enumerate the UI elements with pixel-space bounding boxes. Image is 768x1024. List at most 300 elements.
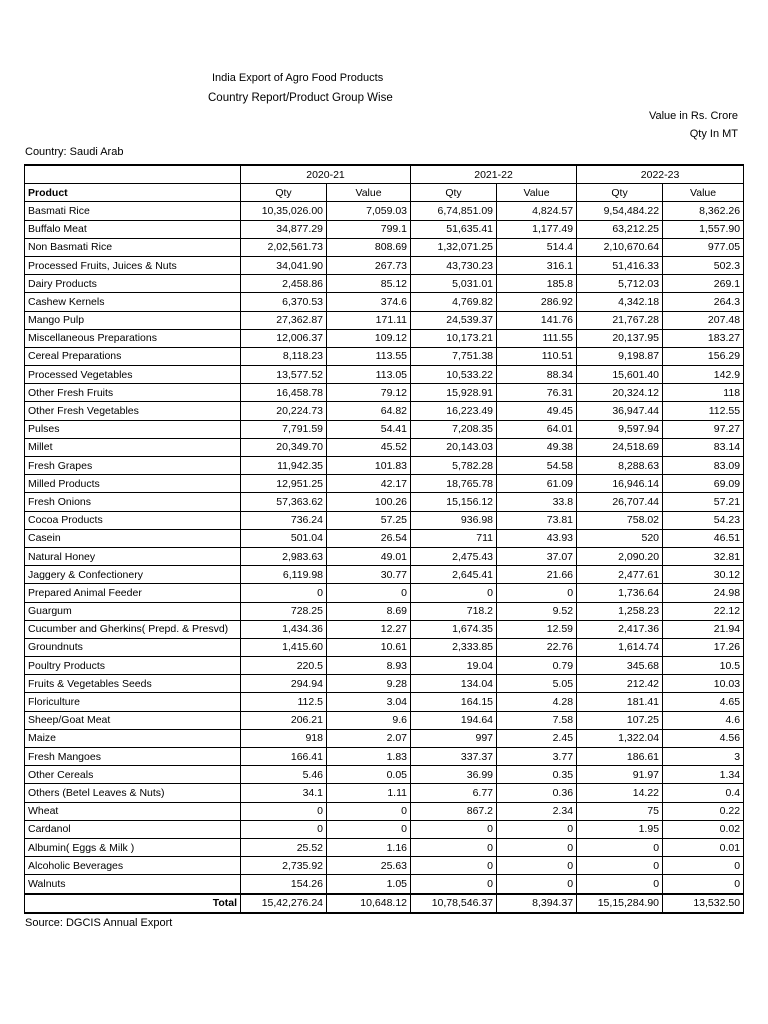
qty-cell: 6,119.98 bbox=[241, 566, 327, 584]
qty-header: Qty bbox=[411, 184, 497, 202]
value-cell: 101.83 bbox=[327, 457, 411, 475]
value-cell: 3 bbox=[663, 748, 744, 766]
qty-cell: 16,946.14 bbox=[577, 475, 663, 493]
value-cell: 0 bbox=[327, 802, 411, 820]
value-cell: 54.58 bbox=[497, 457, 577, 475]
product-name-cell: Other Cereals bbox=[25, 766, 241, 784]
qty-cell: 16,458.78 bbox=[241, 384, 327, 402]
table-row bbox=[25, 293, 744, 311]
qty-cell: 2,475.43 bbox=[411, 547, 497, 565]
qty-cell: 134.04 bbox=[411, 675, 497, 693]
value-header: Value bbox=[663, 184, 744, 202]
year-header: 2021-22 bbox=[411, 165, 577, 184]
qty-cell: 36.99 bbox=[411, 766, 497, 784]
product-name-cell: Processed Vegetables bbox=[25, 366, 241, 384]
qty-cell: 112.5 bbox=[241, 693, 327, 711]
value-cell: 12.27 bbox=[327, 620, 411, 638]
qty-cell: 711 bbox=[411, 529, 497, 547]
value-cell: 57.21 bbox=[663, 493, 744, 511]
qty-cell: 166.41 bbox=[241, 748, 327, 766]
product-name-cell: Walnuts bbox=[25, 875, 241, 894]
qty-header: Qty bbox=[577, 184, 663, 202]
value-cell: 21.66 bbox=[497, 566, 577, 584]
value-cell: 0 bbox=[663, 857, 744, 875]
value-cell: 73.81 bbox=[497, 511, 577, 529]
product-name-cell: Fresh Grapes bbox=[25, 457, 241, 475]
qty-cell: 20,143.03 bbox=[411, 438, 497, 456]
value-cell: 0 bbox=[497, 820, 577, 838]
value-cell: 17.26 bbox=[663, 638, 744, 656]
qty-cell: 936.98 bbox=[411, 511, 497, 529]
product-header: Product bbox=[25, 184, 241, 202]
value-cell: 286.92 bbox=[497, 293, 577, 311]
value-cell: 76.31 bbox=[497, 384, 577, 402]
qty-cell: 51,416.33 bbox=[577, 256, 663, 274]
qty-cell: 501.04 bbox=[241, 529, 327, 547]
qty-cell: 294.94 bbox=[241, 675, 327, 693]
value-cell: 156.29 bbox=[663, 347, 744, 365]
product-name-cell: Alcoholic Beverages bbox=[25, 857, 241, 875]
value-cell: 3.77 bbox=[497, 748, 577, 766]
qty-cell: 34.1 bbox=[241, 784, 327, 802]
qty-cell: 36,947.44 bbox=[577, 402, 663, 420]
value-cell: 4.28 bbox=[497, 693, 577, 711]
qty-cell: 10,533.22 bbox=[411, 366, 497, 384]
qty-cell: 186.61 bbox=[577, 748, 663, 766]
qty-header: Qty bbox=[241, 184, 327, 202]
table-row bbox=[25, 202, 744, 220]
value-cell: 118 bbox=[663, 384, 744, 402]
qty-cell: 345.68 bbox=[577, 657, 663, 675]
unit-qty-note: Qty In MT bbox=[689, 128, 738, 140]
qty-cell: 867.2 bbox=[411, 802, 497, 820]
qty-cell: 34,877.29 bbox=[241, 220, 327, 238]
qty-cell: 918 bbox=[241, 729, 327, 747]
product-name-cell: Dairy Products bbox=[25, 275, 241, 293]
qty-cell: 2,645.41 bbox=[411, 566, 497, 584]
value-cell: 69.09 bbox=[663, 475, 744, 493]
value-cell: 54.41 bbox=[327, 420, 411, 438]
table-row bbox=[25, 875, 744, 894]
table-row bbox=[25, 420, 744, 438]
value-cell: 110.51 bbox=[497, 347, 577, 365]
value-cell: 10.61 bbox=[327, 638, 411, 656]
report-subtitle: Country Report/Product Group Wise bbox=[208, 92, 393, 104]
table-row bbox=[25, 820, 744, 838]
qty-cell: 2,477.61 bbox=[577, 566, 663, 584]
qty-cell: 1,736.64 bbox=[577, 584, 663, 602]
qty-cell: 181.41 bbox=[577, 693, 663, 711]
value-cell: 183.27 bbox=[663, 329, 744, 347]
value-cell: 1.83 bbox=[327, 748, 411, 766]
qty-cell: 736.24 bbox=[241, 511, 327, 529]
qty-cell: 5,031.01 bbox=[411, 275, 497, 293]
qty-cell: 758.02 bbox=[577, 511, 663, 529]
value-cell: 1,557.90 bbox=[663, 220, 744, 238]
qty-cell: 0 bbox=[411, 584, 497, 602]
qty-cell: 27,362.87 bbox=[241, 311, 327, 329]
qty-cell: 21,767.28 bbox=[577, 311, 663, 329]
product-name-cell: Sheep/Goat Meat bbox=[25, 711, 241, 729]
qty-cell: 34,041.90 bbox=[241, 256, 327, 274]
product-name-cell: Basmati Rice bbox=[25, 202, 241, 220]
value-cell: 64.82 bbox=[327, 402, 411, 420]
qty-cell: 0 bbox=[411, 820, 497, 838]
value-cell: 113.55 bbox=[327, 347, 411, 365]
value-cell: 49.38 bbox=[497, 438, 577, 456]
product-name-cell: Cocoa Products bbox=[25, 511, 241, 529]
product-name-cell: Fruits & Vegetables Seeds bbox=[25, 675, 241, 693]
qty-cell: 2,090.20 bbox=[577, 547, 663, 565]
value-cell: 0.4 bbox=[663, 784, 744, 802]
value-cell: 0.79 bbox=[497, 657, 577, 675]
qty-cell: 0 bbox=[411, 857, 497, 875]
value-cell: 0.35 bbox=[497, 766, 577, 784]
product-name-cell: Buffalo Meat bbox=[25, 220, 241, 238]
qty-cell: 8,118.23 bbox=[241, 347, 327, 365]
value-cell: 0 bbox=[497, 875, 577, 894]
value-cell: 0 bbox=[327, 820, 411, 838]
product-name-cell: Groundnuts bbox=[25, 638, 241, 656]
year-header: 2020-21 bbox=[241, 165, 411, 184]
value-cell: 3.04 bbox=[327, 693, 411, 711]
product-name-cell: Cashew Kernels bbox=[25, 293, 241, 311]
qty-cell: 25.52 bbox=[241, 838, 327, 856]
qty-cell: 20,137.95 bbox=[577, 329, 663, 347]
qty-cell: 0 bbox=[241, 584, 327, 602]
column-header-row bbox=[25, 184, 744, 202]
year-header: 2022-23 bbox=[577, 165, 744, 184]
value-cell: 8.69 bbox=[327, 602, 411, 620]
table-row bbox=[25, 729, 744, 747]
table-row bbox=[25, 347, 744, 365]
value-cell: 1.05 bbox=[327, 875, 411, 894]
qty-cell: 14.22 bbox=[577, 784, 663, 802]
qty-cell: 10,35,026.00 bbox=[241, 202, 327, 220]
qty-cell: 2,10,670.64 bbox=[577, 238, 663, 256]
qty-cell: 2,02,561.73 bbox=[241, 238, 327, 256]
value-cell: 0 bbox=[327, 584, 411, 602]
value-cell: 4.6 bbox=[663, 711, 744, 729]
qty-cell: 57,363.62 bbox=[241, 493, 327, 511]
table-row bbox=[25, 784, 744, 802]
qty-cell: 4,769.82 bbox=[411, 293, 497, 311]
qty-cell: 7,751.38 bbox=[411, 347, 497, 365]
product-name-cell: Pulses bbox=[25, 420, 241, 438]
product-name-cell: Fresh Mangoes bbox=[25, 748, 241, 766]
qty-cell: 5,712.03 bbox=[577, 275, 663, 293]
table-row bbox=[25, 529, 744, 547]
qty-cell: 6,74,851.09 bbox=[411, 202, 497, 220]
value-cell: 8,362.26 bbox=[663, 202, 744, 220]
table-row bbox=[25, 384, 744, 402]
value-cell: 0 bbox=[497, 584, 577, 602]
value-cell: 4.65 bbox=[663, 693, 744, 711]
total-cell: 10,648.12 bbox=[327, 894, 411, 913]
value-cell: 0.22 bbox=[663, 802, 744, 820]
product-name-cell: Jaggery & Confectionery bbox=[25, 566, 241, 584]
value-cell: 43.93 bbox=[497, 529, 577, 547]
qty-cell: 997 bbox=[411, 729, 497, 747]
total-cell: 15,15,284.90 bbox=[577, 894, 663, 913]
qty-cell: 43,730.23 bbox=[411, 256, 497, 274]
qty-cell: 20,224.73 bbox=[241, 402, 327, 420]
table-row bbox=[25, 584, 744, 602]
qty-cell: 1,415.60 bbox=[241, 638, 327, 656]
qty-cell: 337.37 bbox=[411, 748, 497, 766]
total-label: Total bbox=[25, 894, 241, 913]
value-cell: 79.12 bbox=[327, 384, 411, 402]
qty-cell: 1,32,071.25 bbox=[411, 238, 497, 256]
value-cell: 2.34 bbox=[497, 802, 577, 820]
value-cell: 46.51 bbox=[663, 529, 744, 547]
table-row bbox=[25, 311, 744, 329]
qty-cell: 75 bbox=[577, 802, 663, 820]
table-row bbox=[25, 402, 744, 420]
value-cell: 141.76 bbox=[497, 311, 577, 329]
table-row bbox=[25, 457, 744, 475]
product-name-cell: Prepared Animal Feeder bbox=[25, 584, 241, 602]
value-cell: 100.26 bbox=[327, 493, 411, 511]
product-name-cell: Fresh Onions bbox=[25, 493, 241, 511]
value-cell: 88.34 bbox=[497, 366, 577, 384]
table-row bbox=[25, 220, 744, 238]
value-cell: 30.12 bbox=[663, 566, 744, 584]
table-row bbox=[25, 366, 744, 384]
value-cell: 264.3 bbox=[663, 293, 744, 311]
value-cell: 9.28 bbox=[327, 675, 411, 693]
product-name-cell: Miscellaneous Preparations bbox=[25, 329, 241, 347]
value-cell: 808.69 bbox=[327, 238, 411, 256]
value-cell: 8.93 bbox=[327, 657, 411, 675]
product-name-cell: Wheat bbox=[25, 802, 241, 820]
qty-cell: 8,288.63 bbox=[577, 457, 663, 475]
value-cell: 45.52 bbox=[327, 438, 411, 456]
table-row bbox=[25, 438, 744, 456]
product-name-cell: Milled Products bbox=[25, 475, 241, 493]
product-name-cell: Albumin( Eggs & Milk ) bbox=[25, 838, 241, 856]
value-cell: 0 bbox=[663, 875, 744, 894]
value-cell: 57.25 bbox=[327, 511, 411, 529]
qty-cell: 0 bbox=[411, 875, 497, 894]
value-cell: 109.12 bbox=[327, 329, 411, 347]
product-name-cell: Cucumber and Gherkins( Prepd. & Presvd) bbox=[25, 620, 241, 638]
value-cell: 0.05 bbox=[327, 766, 411, 784]
product-name-cell: Poultry Products bbox=[25, 657, 241, 675]
value-cell: 185.8 bbox=[497, 275, 577, 293]
value-cell: 42.17 bbox=[327, 475, 411, 493]
total-row bbox=[25, 894, 744, 913]
product-name-cell: Mango Pulp bbox=[25, 311, 241, 329]
value-cell: 0.02 bbox=[663, 820, 744, 838]
value-cell: 12.59 bbox=[497, 620, 577, 638]
qty-cell: 1.95 bbox=[577, 820, 663, 838]
qty-cell: 51,635.41 bbox=[411, 220, 497, 238]
value-cell: 4,824.57 bbox=[497, 202, 577, 220]
qty-cell: 7,791.59 bbox=[241, 420, 327, 438]
table-row bbox=[25, 256, 744, 274]
qty-cell: 212.42 bbox=[577, 675, 663, 693]
value-header: Value bbox=[327, 184, 411, 202]
value-cell: 269.1 bbox=[663, 275, 744, 293]
value-cell: 83.09 bbox=[663, 457, 744, 475]
table-row bbox=[25, 475, 744, 493]
qty-cell: 16,223.49 bbox=[411, 402, 497, 420]
source-note: Source: DGCIS Annual Export bbox=[25, 917, 173, 929]
qty-cell: 12,951.25 bbox=[241, 475, 327, 493]
qty-cell: 18,765.78 bbox=[411, 475, 497, 493]
qty-cell: 1,614.74 bbox=[577, 638, 663, 656]
value-cell: 2.45 bbox=[497, 729, 577, 747]
value-cell: 1.34 bbox=[663, 766, 744, 784]
qty-cell: 5.46 bbox=[241, 766, 327, 784]
qty-cell: 220.5 bbox=[241, 657, 327, 675]
qty-cell: 0 bbox=[241, 802, 327, 820]
qty-cell: 0 bbox=[577, 838, 663, 856]
value-cell: 2.07 bbox=[327, 729, 411, 747]
qty-cell: 9,198.87 bbox=[577, 347, 663, 365]
qty-cell: 13,577.52 bbox=[241, 366, 327, 384]
blank-header-cell bbox=[25, 165, 241, 184]
qty-cell: 6.77 bbox=[411, 784, 497, 802]
table-row bbox=[25, 566, 744, 584]
table-row bbox=[25, 748, 744, 766]
product-name-cell: Floriculture bbox=[25, 693, 241, 711]
value-cell: 0 bbox=[497, 838, 577, 856]
qty-cell: 1,258.23 bbox=[577, 602, 663, 620]
table-row bbox=[25, 838, 744, 856]
value-cell: 21.94 bbox=[663, 620, 744, 638]
qty-cell: 4,342.18 bbox=[577, 293, 663, 311]
value-cell: 49.45 bbox=[497, 402, 577, 420]
value-cell: 61.09 bbox=[497, 475, 577, 493]
qty-cell: 6,370.53 bbox=[241, 293, 327, 311]
value-cell: 514.4 bbox=[497, 238, 577, 256]
value-cell: 10.5 bbox=[663, 657, 744, 675]
product-name-cell: Maize bbox=[25, 729, 241, 747]
qty-cell: 91.97 bbox=[577, 766, 663, 784]
qty-cell: 7,208.35 bbox=[411, 420, 497, 438]
value-cell: 54.23 bbox=[663, 511, 744, 529]
value-cell: 32.81 bbox=[663, 547, 744, 565]
qty-cell: 0 bbox=[241, 820, 327, 838]
qty-cell: 0 bbox=[411, 838, 497, 856]
value-cell: 37.07 bbox=[497, 547, 577, 565]
value-cell: 113.05 bbox=[327, 366, 411, 384]
table-row bbox=[25, 547, 744, 565]
qty-cell: 194.64 bbox=[411, 711, 497, 729]
total-cell: 10,78,546.37 bbox=[411, 894, 497, 913]
value-cell: 26.54 bbox=[327, 529, 411, 547]
country-label: Country: Saudi Arab bbox=[25, 146, 124, 158]
qty-cell: 20,324.12 bbox=[577, 384, 663, 402]
value-cell: 7.58 bbox=[497, 711, 577, 729]
qty-cell: 107.25 bbox=[577, 711, 663, 729]
product-name-cell: Other Fresh Fruits bbox=[25, 384, 241, 402]
product-name-cell: Other Fresh Vegetables bbox=[25, 402, 241, 420]
table-row bbox=[25, 638, 744, 656]
table-row bbox=[25, 693, 744, 711]
qty-cell: 11,942.35 bbox=[241, 457, 327, 475]
table-row bbox=[25, 238, 744, 256]
qty-cell: 1,674.35 bbox=[411, 620, 497, 638]
value-cell: 22.76 bbox=[497, 638, 577, 656]
qty-cell: 24,518.69 bbox=[577, 438, 663, 456]
qty-cell: 9,597.94 bbox=[577, 420, 663, 438]
value-cell: 0 bbox=[497, 857, 577, 875]
unit-value-note: Value in Rs. Crore bbox=[648, 110, 738, 122]
value-cell: 0.01 bbox=[663, 838, 744, 856]
qty-cell: 520 bbox=[577, 529, 663, 547]
value-cell: 97.27 bbox=[663, 420, 744, 438]
value-cell: 7,059.03 bbox=[327, 202, 411, 220]
year-header-row bbox=[25, 165, 744, 184]
table-row bbox=[25, 675, 744, 693]
total-cell: 15,42,276.24 bbox=[241, 894, 327, 913]
qty-cell: 2,458.86 bbox=[241, 275, 327, 293]
value-cell: 171.11 bbox=[327, 311, 411, 329]
qty-cell: 15,601.40 bbox=[577, 366, 663, 384]
total-cell: 8,394.37 bbox=[497, 894, 577, 913]
value-cell: 85.12 bbox=[327, 275, 411, 293]
value-cell: 64.01 bbox=[497, 420, 577, 438]
qty-cell: 15,928.91 bbox=[411, 384, 497, 402]
qty-cell: 1,322.04 bbox=[577, 729, 663, 747]
table-row bbox=[25, 802, 744, 820]
qty-cell: 2,333.85 bbox=[411, 638, 497, 656]
value-cell: 0.36 bbox=[497, 784, 577, 802]
value-cell: 33.8 bbox=[497, 493, 577, 511]
value-cell: 1.11 bbox=[327, 784, 411, 802]
qty-cell: 20,349.70 bbox=[241, 438, 327, 456]
product-name-cell: Cereal Preparations bbox=[25, 347, 241, 365]
value-cell: 316.1 bbox=[497, 256, 577, 274]
value-cell: 111.55 bbox=[497, 329, 577, 347]
qty-cell: 2,417.36 bbox=[577, 620, 663, 638]
export-table bbox=[24, 164, 744, 914]
qty-cell: 12,006.37 bbox=[241, 329, 327, 347]
table-row bbox=[25, 766, 744, 784]
qty-cell: 728.25 bbox=[241, 602, 327, 620]
qty-cell: 0 bbox=[577, 875, 663, 894]
value-cell: 24.98 bbox=[663, 584, 744, 602]
qty-cell: 2,983.63 bbox=[241, 547, 327, 565]
qty-cell: 164.15 bbox=[411, 693, 497, 711]
value-cell: 22.12 bbox=[663, 602, 744, 620]
value-cell: 1.16 bbox=[327, 838, 411, 856]
value-cell: 207.48 bbox=[663, 311, 744, 329]
qty-cell: 718.2 bbox=[411, 602, 497, 620]
value-cell: 25.63 bbox=[327, 857, 411, 875]
product-name-cell: Casein bbox=[25, 529, 241, 547]
qty-cell: 1,434.36 bbox=[241, 620, 327, 638]
table-row bbox=[25, 493, 744, 511]
product-name-cell: Natural Honey bbox=[25, 547, 241, 565]
value-cell: 9.6 bbox=[327, 711, 411, 729]
qty-cell: 154.26 bbox=[241, 875, 327, 894]
value-cell: 799.1 bbox=[327, 220, 411, 238]
qty-cell: 26,707.44 bbox=[577, 493, 663, 511]
value-cell: 10.03 bbox=[663, 675, 744, 693]
report-title: India Export of Agro Food Products bbox=[212, 72, 384, 84]
qty-cell: 15,156.12 bbox=[411, 493, 497, 511]
qty-cell: 2,735.92 bbox=[241, 857, 327, 875]
value-cell: 112.55 bbox=[663, 402, 744, 420]
table-row bbox=[25, 711, 744, 729]
table-row bbox=[25, 657, 744, 675]
table-row bbox=[25, 511, 744, 529]
value-cell: 5.05 bbox=[497, 675, 577, 693]
